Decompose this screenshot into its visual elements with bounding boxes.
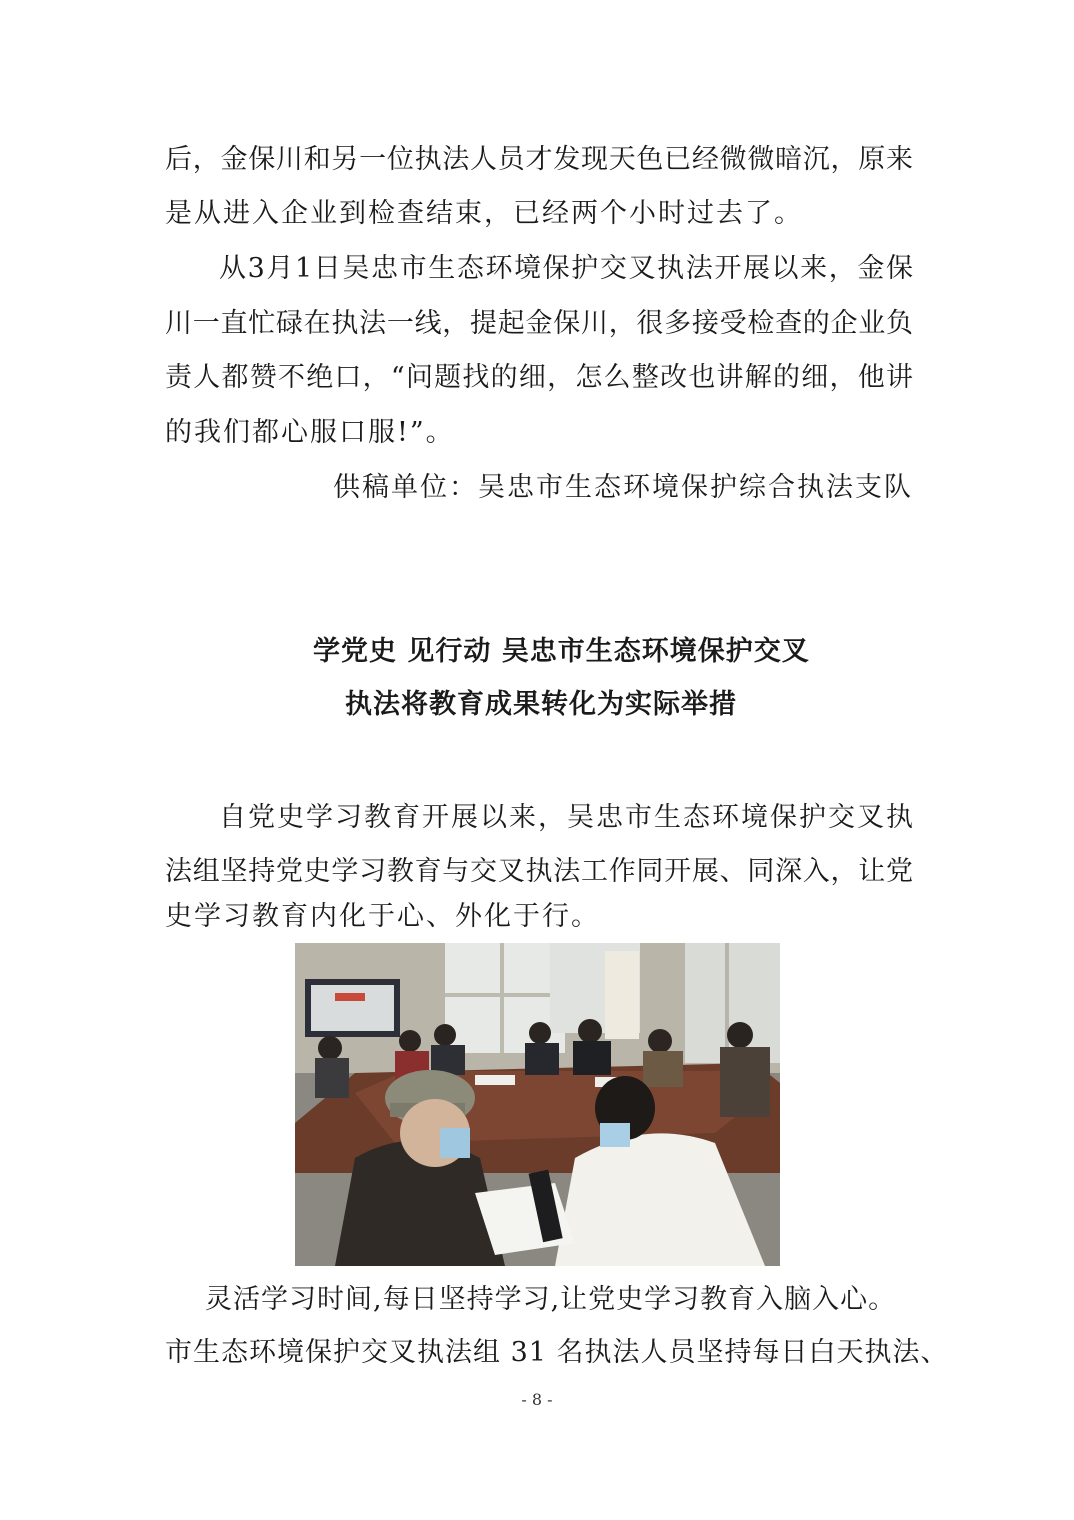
body-line: 从3月1日吴忠市生态环境保护交叉执法开展以来，金保 (219, 253, 913, 284)
body-line: 后，金保川和另一位执法人员才发现天色已经微微暗沉，原来 (165, 144, 913, 175)
body-line: 川一直忙碌在执法一线，提起金保川，很多接受检查的企业负 (165, 308, 913, 339)
source-credit: 供稿单位：吴忠市生态环境保护综合执法支队 (333, 472, 913, 503)
body-line: 的我们都心服口服!”。 (165, 417, 455, 448)
body-line: 自党史学习教育开展以来，吴忠市生态环境保护交叉执 (219, 802, 913, 833)
body-line: 市生态环境保护交叉执法组 31 名执法人员坚持每日白天执法、 (165, 1337, 949, 1368)
body-line: 是从进入企业到检查结束，已经两个小时过去了。 (165, 198, 803, 229)
body-line: 法组坚持党史学习教育与交叉执法工作同开展、同深入，让党 (165, 856, 913, 887)
article-title: 学党史 见行动 吴忠市生态环境保护交叉 (313, 636, 810, 667)
body-line: 史学习教育内化于心、外化于行。 (165, 901, 600, 932)
body-line: 责人都赞不绝口，“问题找的细，怎么整改也讲解的细，他讲 (165, 362, 913, 393)
page-number: - 8 - (521, 1390, 553, 1409)
meeting-photo (295, 943, 780, 1266)
article-title: 执法将教育成果转化为实际举措 (345, 689, 737, 720)
body-line: 灵活学习时间,每日坚持学习,让党史学习教育入脑入心。 (205, 1284, 897, 1315)
